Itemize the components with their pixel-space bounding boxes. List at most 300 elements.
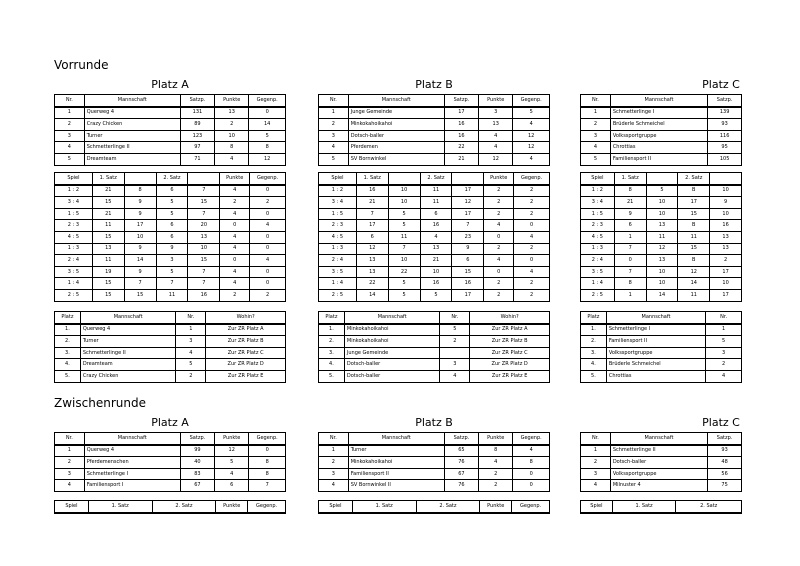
- table-cell: 2: [706, 359, 742, 371]
- table-cell: B: [678, 220, 710, 232]
- column-header: Mannschaft: [348, 433, 444, 445]
- table-cell: 10: [420, 266, 452, 278]
- table-cell: 5: [388, 208, 420, 220]
- table-cell: 2.: [319, 336, 345, 348]
- column-header: Wohin?: [206, 312, 286, 324]
- table-cell: 6: [356, 231, 388, 243]
- vorrunde-results-table: [54, 311, 286, 383]
- table-row: [319, 185, 550, 197]
- table-cell: 4: [319, 142, 349, 154]
- table-cell: Dotsch-baller: [610, 457, 707, 469]
- table-cell: 1: [581, 445, 611, 457]
- table-cell: 9: [156, 243, 188, 255]
- table-cell: 5: [215, 457, 249, 469]
- table-cell: Zur ZR Platz C: [470, 347, 550, 359]
- table-cell: 0: [220, 220, 250, 232]
- table-row: [581, 324, 742, 336]
- table-cell: 8: [249, 142, 286, 154]
- table-row: [319, 324, 550, 336]
- table-row: [319, 445, 550, 457]
- vorrunde-group-title: Platz C: [702, 78, 740, 91]
- table-cell: Schmetterlinge I: [84, 468, 180, 480]
- table-row: [581, 468, 742, 480]
- table-row: [55, 185, 286, 197]
- table-cell: 2: [484, 243, 514, 255]
- table-cell: 0: [220, 255, 250, 267]
- zwischenrunde-matches-table: [580, 500, 742, 514]
- table-cell: 11: [678, 289, 710, 301]
- table-cell: Schmetterlinge I: [610, 107, 707, 119]
- table-row: [55, 336, 286, 348]
- table-cell: 4: [250, 255, 286, 267]
- table-cell: 7: [156, 278, 188, 290]
- table-cell: 8: [479, 445, 513, 457]
- column-header: Satzp.: [708, 433, 742, 445]
- column-header: [646, 173, 678, 185]
- table-cell: 131: [180, 107, 214, 119]
- table-cell: Minkokahoikahoi: [344, 324, 440, 336]
- table-cell: 15: [678, 208, 710, 220]
- table-cell: 6: [156, 220, 188, 232]
- column-header: Platz: [55, 312, 81, 324]
- table-cell: SV Bornwinkel II: [348, 480, 444, 492]
- table-cell: 48: [708, 457, 742, 469]
- table-cell: 21: [420, 255, 452, 267]
- table-cell: 6: [156, 185, 188, 197]
- table-row: [55, 142, 286, 154]
- column-header: Gegenp.: [513, 95, 550, 107]
- table-cell: 15: [452, 266, 484, 278]
- table-cell: 1: [319, 107, 349, 119]
- column-header: 1. Satz: [92, 173, 124, 185]
- table-cell: 9: [124, 266, 156, 278]
- table-row: [55, 130, 286, 142]
- table-cell: Schmetterlinge I: [606, 324, 705, 336]
- table-cell: Familiensport II: [606, 336, 705, 348]
- column-header: [124, 173, 156, 185]
- column-header: Gegenp.: [248, 501, 286, 513]
- table-cell: 13: [92, 243, 124, 255]
- table-cell: 4: [440, 370, 470, 382]
- table-cell: 17: [710, 289, 742, 301]
- table-cell: 1 : 5: [55, 208, 93, 220]
- table-cell: 12: [646, 243, 678, 255]
- zwischenrunde-group-title: Platz A: [151, 416, 189, 429]
- table-cell: 2: [484, 185, 514, 197]
- table-cell: 2 : 5: [55, 289, 93, 301]
- table-cell: 2: [220, 197, 250, 209]
- table-cell: 10: [646, 266, 678, 278]
- table-cell: 2: [484, 278, 514, 290]
- table-cell: 3 : 5: [55, 266, 93, 278]
- table-cell: Dreamteam: [80, 359, 176, 371]
- table-cell: Schmetterlinge II: [80, 347, 176, 359]
- table-cell: 2 : 4: [319, 255, 357, 267]
- table-cell: 4: [514, 266, 550, 278]
- table-cell: B: [678, 255, 710, 267]
- table-row: [55, 197, 286, 209]
- table-row: [581, 359, 742, 371]
- table-cell: Dotsch-baller: [344, 370, 440, 382]
- table-cell: 56: [708, 468, 742, 480]
- table-cell: 9: [124, 208, 156, 220]
- table-cell: 0: [249, 445, 286, 457]
- table-cell: 9: [124, 243, 156, 255]
- table-row: [319, 457, 550, 469]
- table-cell: 2: [484, 197, 514, 209]
- column-header: Spiel: [581, 173, 615, 185]
- table-cell: 5: [420, 289, 452, 301]
- table-cell: 17: [452, 185, 484, 197]
- table-cell: 4: [513, 445, 550, 457]
- table-cell: 76: [444, 480, 478, 492]
- table-row: [581, 278, 742, 290]
- table-cell: 7: [356, 208, 388, 220]
- table-cell: 1 : 3: [55, 243, 93, 255]
- zwischenrunde-standings-table: [54, 432, 286, 492]
- table-cell: 2: [710, 255, 742, 267]
- table-cell: 15: [124, 289, 156, 301]
- table-row: [581, 480, 742, 492]
- table-cell: 12: [513, 142, 550, 154]
- table-cell: 2.: [55, 336, 81, 348]
- table-cell: Junge Gemeinde: [348, 107, 444, 119]
- table-cell: 1 : 2: [319, 185, 357, 197]
- column-header: Mannschaft: [606, 312, 705, 324]
- table-cell: 67: [444, 468, 478, 480]
- column-header: Nr.: [706, 312, 742, 324]
- table-cell: Schmetterlinge II: [610, 445, 707, 457]
- table-row: [319, 107, 550, 119]
- table-cell: 8: [614, 185, 646, 197]
- table-cell: 3: [55, 468, 85, 480]
- table-row: [55, 153, 286, 165]
- column-header: [188, 173, 220, 185]
- table-row: [55, 119, 286, 131]
- table-row: [319, 289, 550, 301]
- table-row: [319, 208, 550, 220]
- table-row: [55, 255, 286, 267]
- table-cell: Schmetterlinge II: [84, 142, 180, 154]
- table-cell: 4: [215, 468, 249, 480]
- table-row: [319, 480, 550, 492]
- vorrunde-standings-table: [54, 94, 286, 166]
- table-cell: Brüderle Schmeichel: [606, 359, 705, 371]
- table-cell: 0: [484, 231, 514, 243]
- column-header: 1. Satz: [356, 173, 388, 185]
- table-row: [581, 119, 742, 131]
- header-row: [55, 501, 286, 513]
- table-row: [55, 468, 286, 480]
- table-cell: 19: [92, 266, 124, 278]
- table-cell: 10: [646, 197, 678, 209]
- table-row: [581, 130, 742, 142]
- table-cell: 5: [55, 153, 85, 165]
- table-row: [581, 370, 742, 382]
- table-cell: 1: [581, 107, 611, 119]
- table-cell: 4: [514, 231, 550, 243]
- table-cell: 17: [710, 266, 742, 278]
- table-cell: 11: [92, 220, 124, 232]
- table-cell: Zur ZR Platz E: [206, 370, 286, 382]
- table-cell: Querweg 4: [84, 445, 180, 457]
- table-row: [581, 457, 742, 469]
- table-cell: B: [678, 185, 710, 197]
- table-row: [319, 468, 550, 480]
- table-cell: 8: [614, 278, 646, 290]
- table-cell: 22: [388, 266, 420, 278]
- table-cell: 15: [188, 255, 220, 267]
- table-cell: 15: [92, 231, 124, 243]
- table-cell: 21: [356, 197, 388, 209]
- table-cell: 76: [444, 457, 478, 469]
- table-cell: 105: [708, 153, 742, 165]
- table-row: [319, 142, 550, 154]
- vorrunde-matches-table: [580, 172, 742, 302]
- table-row: [581, 347, 742, 359]
- table-row: [581, 185, 742, 197]
- table-cell: Zur ZR Platz A: [470, 324, 550, 336]
- column-header: Nr.: [176, 312, 206, 324]
- table-row: [55, 220, 286, 232]
- column-header: Punkte: [479, 433, 513, 445]
- table-row: [581, 231, 742, 243]
- table-cell: 20: [188, 220, 220, 232]
- table-cell: 7: [614, 243, 646, 255]
- table-cell: 1 : 2: [55, 185, 93, 197]
- header-row: [581, 501, 742, 513]
- table-row: [319, 336, 550, 348]
- vorrunde-standings-table: [318, 94, 550, 166]
- table-cell: 5: [319, 153, 349, 165]
- table-row: [581, 142, 742, 154]
- table-cell: 4: [479, 130, 513, 142]
- table-row: [55, 107, 286, 119]
- table-cell: 14: [678, 278, 710, 290]
- vorrunde-matches-table: [318, 172, 550, 302]
- column-header: 2. Satz: [676, 501, 742, 513]
- table-cell: Familiensport I: [84, 480, 180, 492]
- table-cell: 21: [92, 208, 124, 220]
- table-cell: Zur ZR Platz D: [470, 359, 550, 371]
- table-cell: 12: [356, 243, 388, 255]
- table-cell: 5.: [319, 370, 345, 382]
- table-cell: Minkokahoikahoi: [348, 119, 444, 131]
- table-cell: 2 : 3: [581, 220, 615, 232]
- table-cell: 2: [514, 208, 550, 220]
- table-cell: 13: [420, 243, 452, 255]
- table-cell: 1.: [319, 324, 345, 336]
- column-header: 1. Satz: [614, 173, 646, 185]
- vorrunde-group-title: Platz B: [415, 78, 453, 91]
- table-cell: 1 : 4: [55, 278, 93, 290]
- vorrunde-group-title: Platz A: [151, 78, 189, 91]
- table-cell: 4: [220, 231, 250, 243]
- table-cell: 3: [479, 107, 513, 119]
- table-cell: Junge Gemeinde: [344, 347, 440, 359]
- table-cell: 0: [250, 278, 286, 290]
- table-cell: Zur ZR Platz A: [206, 324, 286, 336]
- table-cell: 3: [319, 130, 349, 142]
- table-cell: 4: [220, 185, 250, 197]
- table-cell: Zur ZR Platz C: [206, 347, 286, 359]
- table-cell: 17: [124, 220, 156, 232]
- table-cell: Volkssportgruppe: [610, 130, 707, 142]
- table-cell: 1 : 3: [581, 243, 615, 255]
- table-cell: 2 : 3: [319, 220, 357, 232]
- table-cell: 3 : 4: [581, 197, 615, 209]
- table-cell: 2 : 4: [55, 255, 93, 267]
- table-cell: 4 : 5: [55, 231, 93, 243]
- table-cell: 13: [646, 255, 678, 267]
- table-cell: Minkokahoikahoi: [344, 336, 440, 348]
- table-cell: 14: [249, 119, 286, 131]
- table-cell: Dreamteam: [84, 153, 180, 165]
- table-cell: 0: [250, 243, 286, 255]
- column-header: Spiel: [319, 173, 357, 185]
- column-header: 2. Satz: [416, 501, 480, 513]
- table-cell: 9: [710, 197, 742, 209]
- table-cell: 7: [388, 243, 420, 255]
- table-cell: 8: [124, 185, 156, 197]
- table-cell: 9: [614, 208, 646, 220]
- table-cell: 4.: [581, 359, 607, 371]
- table-cell: Querweg 4: [80, 324, 176, 336]
- table-cell: 6: [420, 208, 452, 220]
- table-cell: 8: [215, 142, 249, 154]
- zwischenrunde-group-title: Platz B: [415, 416, 453, 429]
- table-cell: 3.: [55, 347, 81, 359]
- column-header: [388, 173, 420, 185]
- table-cell: 2: [250, 289, 286, 301]
- table-cell: 7: [614, 266, 646, 278]
- table-cell: 2: [319, 119, 349, 131]
- column-header: Gegenp.: [512, 501, 550, 513]
- column-header: Mannschaft: [610, 433, 707, 445]
- table-cell: Dotsch-baller: [344, 359, 440, 371]
- table-row: [581, 208, 742, 220]
- table-cell: 4: [220, 278, 250, 290]
- table-cell: 6: [614, 220, 646, 232]
- table-cell: 15: [92, 197, 124, 209]
- table-row: [581, 336, 742, 348]
- table-cell: 0: [513, 480, 550, 492]
- table-cell: 9: [124, 197, 156, 209]
- column-header: Nr.: [55, 95, 85, 107]
- table-row: [581, 153, 742, 165]
- column-header: Satzp.: [180, 95, 214, 107]
- table-cell: 15: [188, 197, 220, 209]
- table-cell: 3: [55, 130, 85, 142]
- table-cell: 11: [646, 231, 678, 243]
- table-cell: 7: [188, 266, 220, 278]
- table-cell: 13: [356, 266, 388, 278]
- column-header: Spiel: [55, 173, 93, 185]
- table-cell: 4: [513, 153, 550, 165]
- table-cell: 2: [55, 457, 85, 469]
- table-cell: 16: [420, 220, 452, 232]
- column-header: Gegenp.: [514, 173, 550, 185]
- zwischenrunde-group-title: Platz C: [702, 416, 740, 429]
- table-cell: 5.: [581, 370, 607, 382]
- table-cell: 2: [484, 289, 514, 301]
- table-cell: Zur ZR Platz E: [470, 370, 550, 382]
- table-cell: 3: [706, 347, 742, 359]
- table-cell: 11: [420, 197, 452, 209]
- header-row: [581, 433, 742, 445]
- table-row: [55, 347, 286, 359]
- table-cell: 10: [215, 130, 249, 142]
- table-cell: 0: [484, 266, 514, 278]
- table-cell: 1 : 5: [319, 208, 357, 220]
- table-cell: 1 : 4: [581, 278, 615, 290]
- table-cell: 10: [388, 185, 420, 197]
- column-header: Punkte: [216, 501, 248, 513]
- table-row: [581, 266, 742, 278]
- column-header: 2. Satz: [156, 173, 188, 185]
- table-cell: 2: [514, 278, 550, 290]
- table-cell: 4: [484, 255, 514, 267]
- table-cell: 4.: [319, 359, 345, 371]
- table-cell: 1 : 5: [581, 208, 615, 220]
- column-header: Mannschaft: [344, 312, 440, 324]
- table-cell: 1.: [581, 324, 607, 336]
- table-row: [319, 220, 550, 232]
- table-cell: 2: [319, 457, 349, 469]
- table-cell: Turner: [84, 130, 180, 142]
- table-cell: [440, 347, 470, 359]
- table-cell: Pferdemen: [348, 142, 444, 154]
- table-cell: 89: [180, 119, 214, 131]
- header-row: [319, 95, 550, 107]
- table-cell: 17: [356, 220, 388, 232]
- table-cell: 12: [479, 153, 513, 165]
- table-cell: 13: [356, 255, 388, 267]
- table-cell: Chrottias: [606, 370, 705, 382]
- table-cell: 1: [614, 289, 646, 301]
- table-cell: 5: [513, 107, 550, 119]
- table-cell: 1 : 2: [581, 185, 615, 197]
- table-cell: 10: [710, 185, 742, 197]
- column-header: Platz: [319, 312, 345, 324]
- table-cell: 3.: [319, 347, 345, 359]
- table-cell: 4: [319, 480, 349, 492]
- column-header: Satzp.: [180, 433, 214, 445]
- table-cell: 10: [388, 255, 420, 267]
- table-row: [55, 208, 286, 220]
- column-header: [452, 173, 484, 185]
- table-cell: 13: [646, 220, 678, 232]
- column-header: Wohin?: [470, 312, 550, 324]
- table-cell: 4: [479, 142, 513, 154]
- table-cell: 15: [678, 243, 710, 255]
- table-cell: 10: [388, 197, 420, 209]
- table-cell: 1: [55, 445, 85, 457]
- table-cell: 2: [479, 480, 513, 492]
- table-cell: 2 : 4: [581, 255, 615, 267]
- table-cell: 4: [176, 347, 206, 359]
- table-cell: 11: [420, 185, 452, 197]
- header-row: [319, 173, 550, 185]
- zwischenrunde-standings-table: [580, 432, 742, 492]
- table-cell: 0: [249, 107, 286, 119]
- table-cell: 2 : 5: [319, 289, 357, 301]
- table-cell: 10: [188, 243, 220, 255]
- table-cell: 71: [180, 153, 214, 165]
- column-header: Gegenp.: [513, 433, 550, 445]
- table-row: [55, 445, 286, 457]
- table-cell: 5: [706, 336, 742, 348]
